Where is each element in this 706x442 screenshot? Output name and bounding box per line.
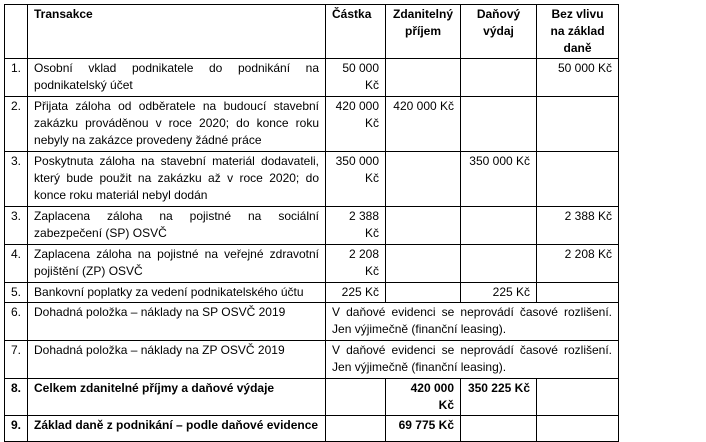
row-description: Poskytnuta záloha na stavební materiál dodavateli, který bude použit na zakázku až v roce 2020; do konce roku materiál nebyl dodán (28, 152, 326, 207)
row-index: 8. (5, 379, 28, 416)
row-tax-expense (461, 245, 537, 283)
row-index: 6. (5, 303, 28, 341)
row-amount: 50 000 Kč (326, 59, 386, 97)
row-description: Přijata záloha od odběratele na budoucí stavební zakázku prováděnou v roce 2020; do konce roku nebyly na zakázce provedeny žádné práce (28, 97, 326, 152)
tax-base-row (5, 416, 619, 442)
table-row (5, 59, 619, 97)
tax-base-no-effect (537, 416, 619, 442)
row-description: Osobní vklad podnikatele do podnikání na podnikatelský účet (28, 59, 326, 97)
table-row (5, 207, 619, 245)
row-description: Dohadná položka – náklady na ZP OSVČ 2019 (28, 341, 326, 379)
row-index: 7. (5, 341, 28, 379)
row-tax-expense (461, 59, 537, 97)
totals-amount (326, 379, 386, 416)
row-no-effect: 2 388 Kč (537, 207, 619, 245)
row-no-effect (537, 97, 619, 152)
row-index: 3. (5, 207, 28, 245)
row-index: 2. (5, 97, 28, 152)
row-amount: 350 000 Kč (326, 152, 386, 207)
row-no-effect: 50 000 Kč (537, 59, 619, 97)
row-amount: 225 Kč (326, 283, 386, 303)
row-amount: 2 208 Kč (326, 245, 386, 283)
table-row (5, 97, 619, 152)
row-amount: 2 388 Kč (326, 207, 386, 245)
row-tax-expense (461, 207, 537, 245)
header-tax-expense: Daňový výdaj (461, 5, 537, 59)
header-amount: Částka (326, 5, 386, 59)
table-row (5, 303, 619, 341)
totals-taxable-income: 420 000 Kč (386, 379, 461, 416)
tax-base-description: Základ daně z podnikání – podle daňové evidence (28, 416, 326, 442)
row-tax-expense: 225 Kč (461, 283, 537, 303)
tax-base-expense (461, 416, 537, 442)
tax-transactions-table (4, 4, 619, 442)
header-no-effect: Bez vlivu na základ daně (537, 5, 619, 59)
row-index: 3. (5, 152, 28, 207)
row-index: 9. (5, 416, 28, 442)
table-row (5, 341, 619, 379)
row-note: V daňové evidenci se neprovádí časové rozlišení. Jen výjimečně (finanční leasing). (326, 303, 619, 341)
row-no-effect (537, 283, 619, 303)
totals-row (5, 379, 619, 416)
row-index: 4. (5, 245, 28, 283)
row-taxable-income (386, 207, 461, 245)
tax-base-value: 69 775 Kč (386, 416, 461, 442)
row-description: Dohadná položka – náklady na SP OSVČ 2019 (28, 303, 326, 341)
table-row (5, 283, 619, 303)
row-taxable-income (386, 59, 461, 97)
totals-description: Celkem zdanitelné příjmy a daňové výdaje (28, 379, 326, 416)
row-index: 5. (5, 283, 28, 303)
header-transaction: Transakce (28, 5, 326, 59)
row-taxable-income (386, 283, 461, 303)
header-index (5, 5, 28, 59)
row-no-effect: 2 208 Kč (537, 245, 619, 283)
row-description: Zaplacena záloha na pojistné na sociální zabezpečení (SP) OSVČ (28, 207, 326, 245)
row-tax-expense (461, 97, 537, 152)
row-taxable-income (386, 152, 461, 207)
row-taxable-income (386, 245, 461, 283)
row-amount: 420 000 Kč (326, 97, 386, 152)
header-taxable-income: Zdanitelný příjem (386, 5, 461, 59)
totals-no-effect (537, 379, 619, 416)
header-row (5, 5, 619, 59)
totals-tax-expense: 350 225 Kč (461, 379, 537, 416)
row-index: 1. (5, 59, 28, 97)
row-note: V daňové evidenci se neprovádí časové rozlišení. Jen výjimečně (finanční leasing). (326, 341, 619, 379)
row-tax-expense: 350 000 Kč (461, 152, 537, 207)
row-taxable-income: 420 000 Kč (386, 97, 461, 152)
row-description: Zaplacena záloha na pojistné na veřejné zdravotní pojištění (ZP) OSVČ (28, 245, 326, 283)
table-row (5, 152, 619, 207)
table-row (5, 245, 619, 283)
row-description: Bankovní poplatky za vedení podnikatelského účtu (28, 283, 326, 303)
row-no-effect (537, 152, 619, 207)
tax-base-amount (326, 416, 386, 442)
